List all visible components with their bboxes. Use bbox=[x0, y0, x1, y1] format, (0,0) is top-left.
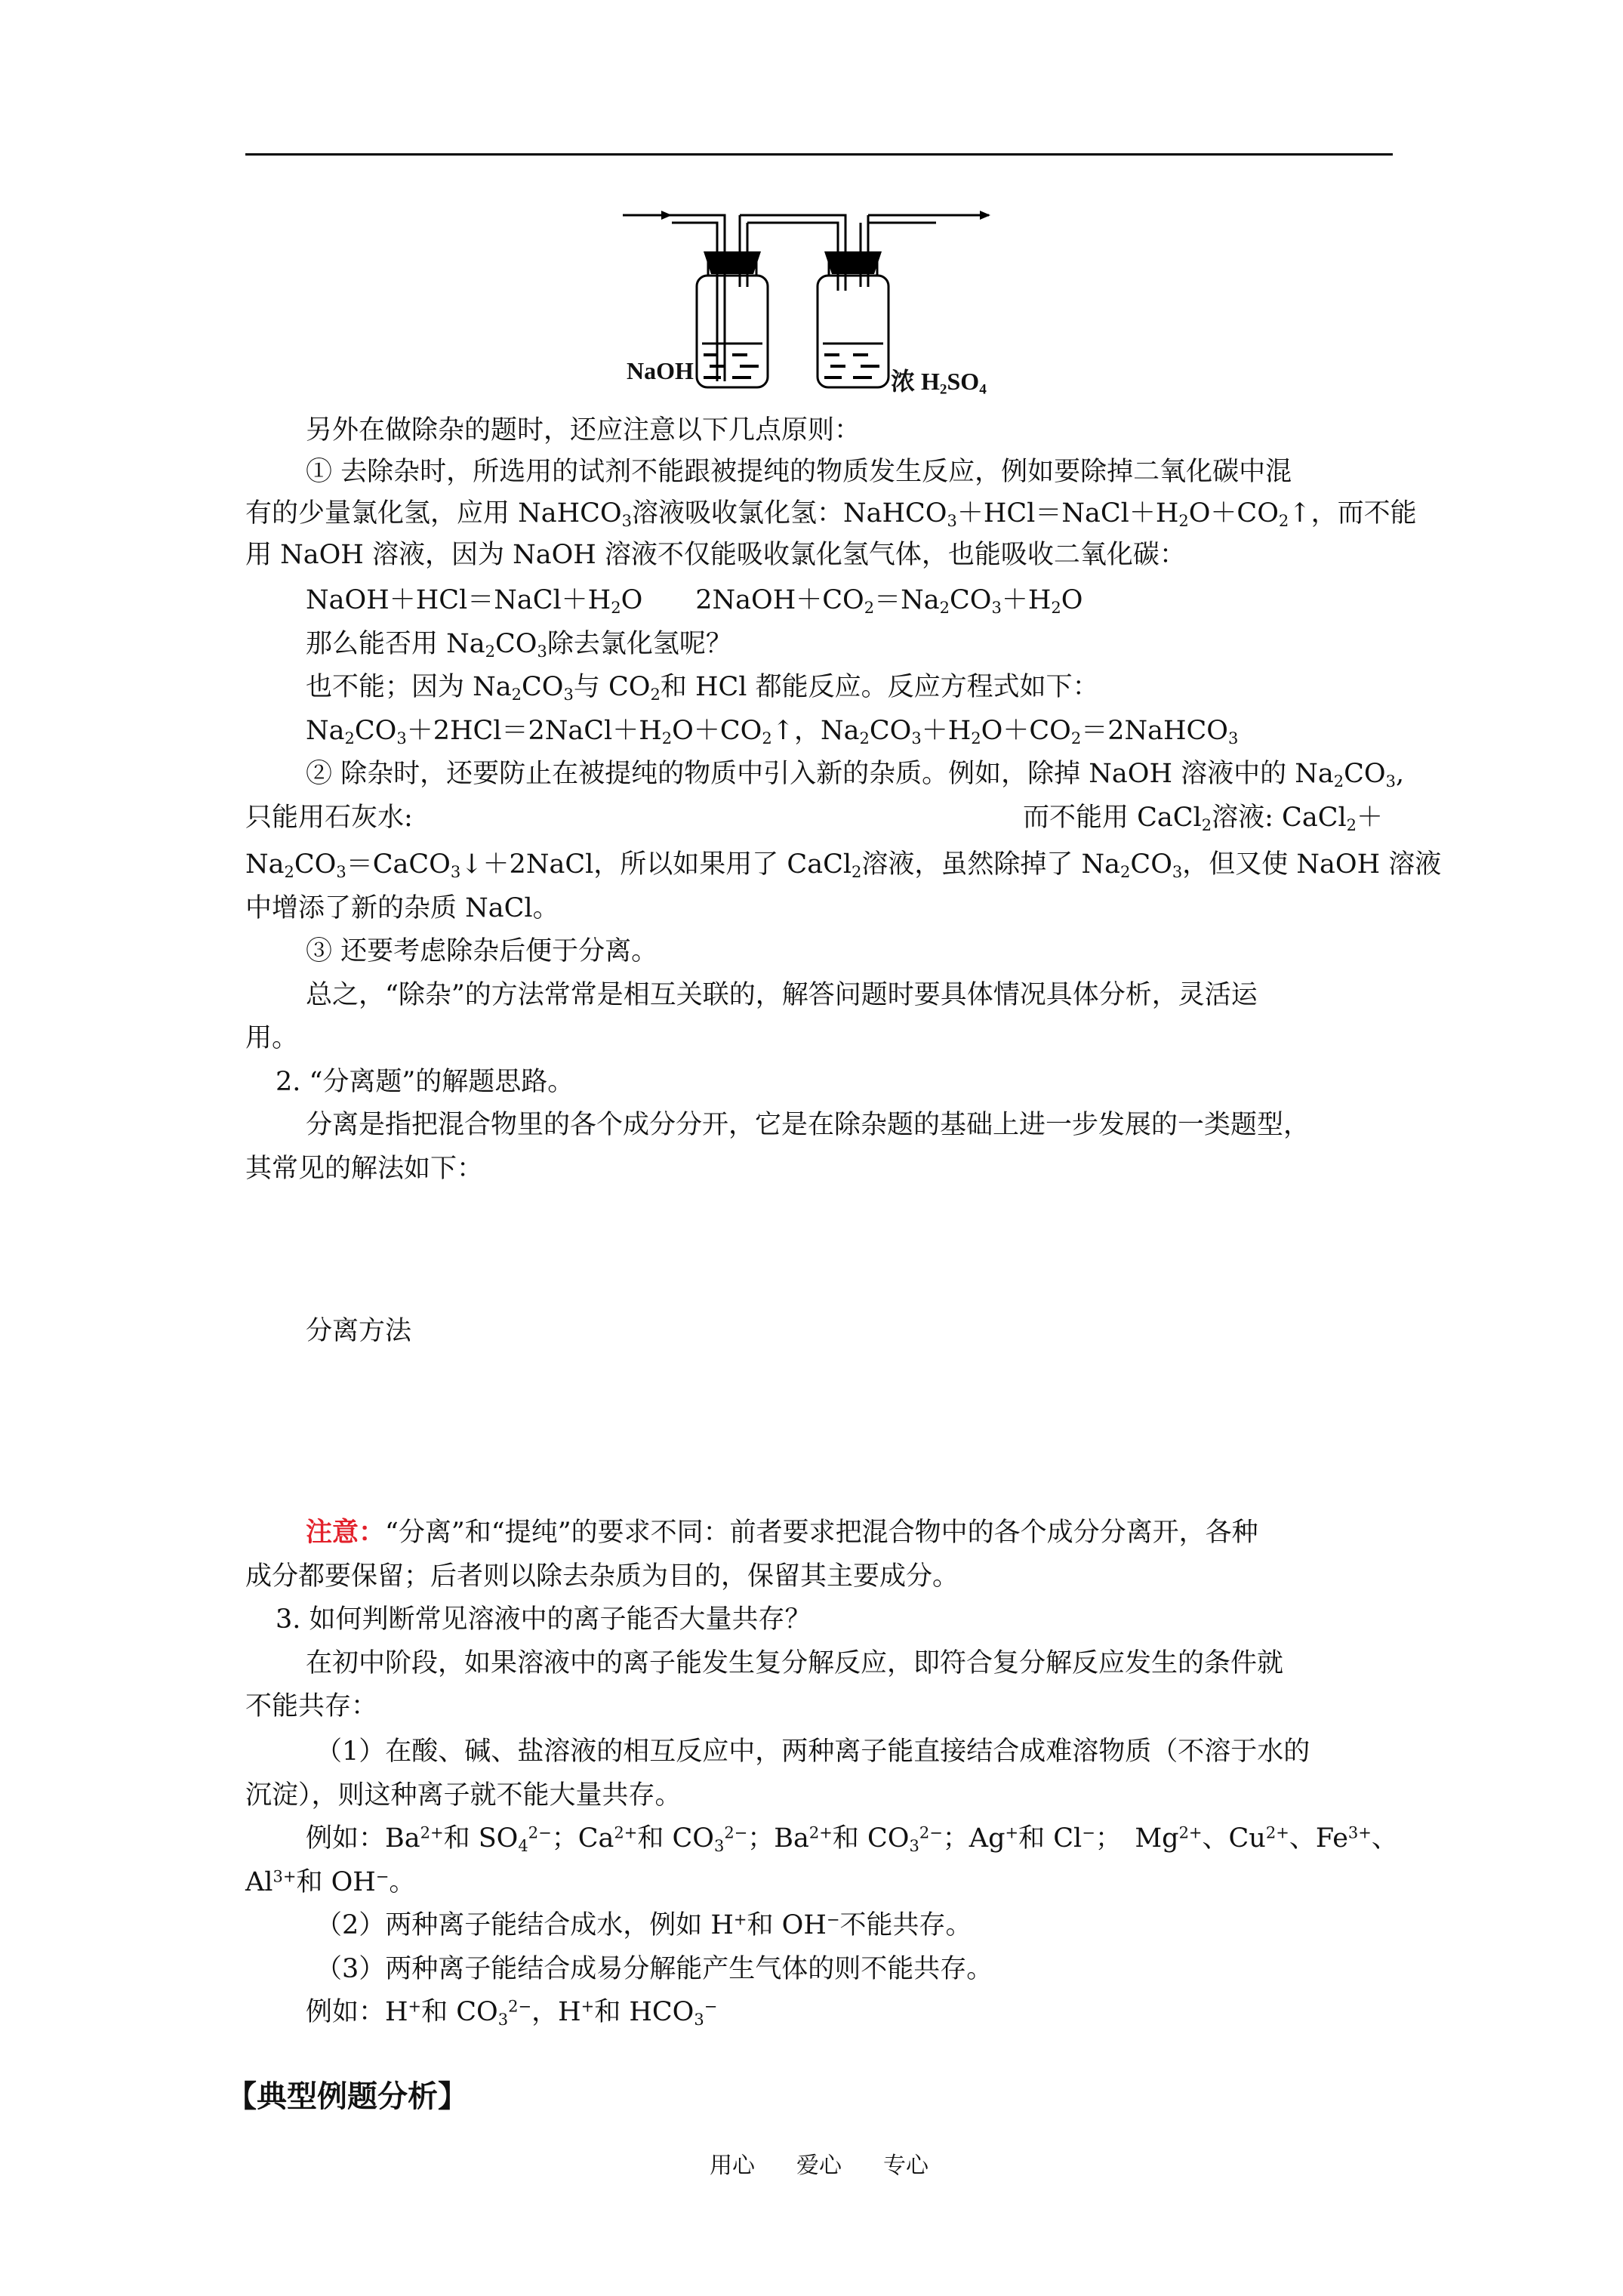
principle-1-line-3: 用 NaOH 溶液，因为 NaOH 溶液不仅能吸收氯化氢气体，也能吸收二氧化碳： bbox=[245, 540, 1186, 570]
section-3-line-2: 不能共存： bbox=[245, 1691, 378, 1721]
footer-text-2: 爱心 bbox=[796, 2153, 842, 2179]
principle-2-line-1: ② 除杂时，还要防止在被提纯的物质中引入新的杂质。例如，除掉 NaOH 溶液中的 $Na_2CO_3$, bbox=[306, 759, 1405, 791]
footer-text-1: 用心 bbox=[710, 2153, 755, 2179]
gas-washing-apparatus-figure bbox=[619, 193, 1042, 404]
note-label: 注意： bbox=[306, 1517, 386, 1548]
example-3: 例如：H+和 $CO_3^{2-}$，H+和 $HCO_3^-$ bbox=[306, 1997, 718, 2029]
section-3-line-1: 在初中阶段，如果溶液中的离子能发生复分解反应，即符合复分解反应发生的条件就 bbox=[306, 1648, 1284, 1678]
case-3: （3）两种离子能结合成易分解能产生气体的则不能共存。 bbox=[316, 1954, 993, 1984]
principle-2-line-2a: 只能用石灰水: bbox=[245, 803, 413, 833]
equation-2: $Na_2CO_3+2HCl=2NaCl+H_2O+CO_2↑$，$Na_2CO_3+H_2O+CO_2=2NaHCO_3$ bbox=[306, 716, 1239, 747]
question-na2co3: 那么能否用 $Na_2CO_3$除去氯化氢呢？ bbox=[306, 629, 732, 661]
principle-1-line-2: 有的少量氯化氢，应用 NaHCO$_3$溶液吸收氯化氢：$NaHCO_3+HCl=NaCl+H_2O+CO_2↑$，而不能 bbox=[245, 498, 1417, 530]
intro-text: 另外在做除杂的题时，还应注意以下几点原则： bbox=[306, 415, 861, 445]
example-1-line-2: $Al^{3+}$和 OH−。 bbox=[245, 1867, 416, 1897]
section-2-line-2: 其常见的解法如下： bbox=[245, 1154, 484, 1184]
conc-h2so4-label: 浓 $H_2SO_4$ bbox=[891, 368, 987, 398]
summary-line-1: 总之，“除杂”的方法常常是相互关联的，解答问题时要具体情况具体分析，灵活运 bbox=[306, 980, 1258, 1010]
principle-2-line-4: 中增添了新的杂质 NaCl。 bbox=[245, 893, 559, 923]
separation-method-label: 分离方法 bbox=[306, 1316, 412, 1346]
section-2-line-1: 分离是指把混合物里的各个成分分开，它是在除杂题的基础上进一步发展的一类题型， bbox=[306, 1110, 1310, 1140]
case-2: （2）两种离子能结合成水，例如 H+和 OH−不能共存。 bbox=[316, 1910, 972, 1940]
naoh-label: NaOH bbox=[627, 357, 694, 384]
principle-1-line-1: ① 去除杂时，所选用的试剂不能跟被提纯的物质发生反应，例如要除掉二氧化碳中混 bbox=[306, 457, 1292, 487]
case-1-line-2: 沉淀），则这种离子就不能大量共存。 bbox=[245, 1780, 682, 1811]
principle-2-line-2b: 而不能用 CaCl$_2$溶液: CaCl$_2$＋ bbox=[1023, 803, 1384, 834]
footer-text-3: 专心 bbox=[883, 2153, 929, 2179]
summary-line-2: 用。 bbox=[245, 1023, 299, 1053]
section-3-title: 3. 如何判断常见溶液中的离子能否大量共存？ bbox=[276, 1604, 812, 1635]
note-line-2: 成分都要保留；后者则以除去杂质为目的，保留其主要成分。 bbox=[245, 1561, 959, 1592]
header-rule bbox=[245, 153, 1393, 156]
typical-examples-heading: 【典型例题分析】 bbox=[226, 2079, 468, 2114]
principle-2-line-3: $Na_2CO_3=CaCO_3↓+2NaCl$，所以如果用了 CaCl$_2$溶液，虽然除掉了 $Na_2CO_3$，但又使 NaOH 溶液 bbox=[245, 849, 1442, 881]
equation-1: $NaOH+HCl=NaCl+H_2O$ $2NaOH+CO_2=Na_2CO_3+H_2O$ bbox=[306, 585, 1083, 617]
example-1-line-1: 例如：$Ba^{2+}$和 $SO_4^{2-}$；$Ca^{2+}$和 $CO_3^{2-}$；$Ba^{2+}$和 $CO_3^{2-}$；Ag+和 Cl−； $Mg^{2+}$、$Cu^{2+}$、$Fe^{3+}$、 bbox=[306, 1823, 1398, 1855]
principle-3: ③ 还要考虑除杂后便于分离。 bbox=[306, 936, 658, 966]
note-line-1: 注意：“分离”和“提纯”的要求不同：前者要求把混合物中的各个成分分离开，各种 bbox=[306, 1517, 1258, 1548]
section-2-title: 2. “分离题”的解题思路。 bbox=[276, 1067, 574, 1097]
case-1-line-1: （1）在酸、碱、盐溶液的相互反应中，两种离子能直接结合成难溶物质（不溶于水的 bbox=[316, 1737, 1310, 1767]
answer-na2co3: 也不能；因为 $Na_2CO_3$与 $CO_2$和 HCl 都能反应。反应方程式如下： bbox=[306, 672, 1099, 704]
